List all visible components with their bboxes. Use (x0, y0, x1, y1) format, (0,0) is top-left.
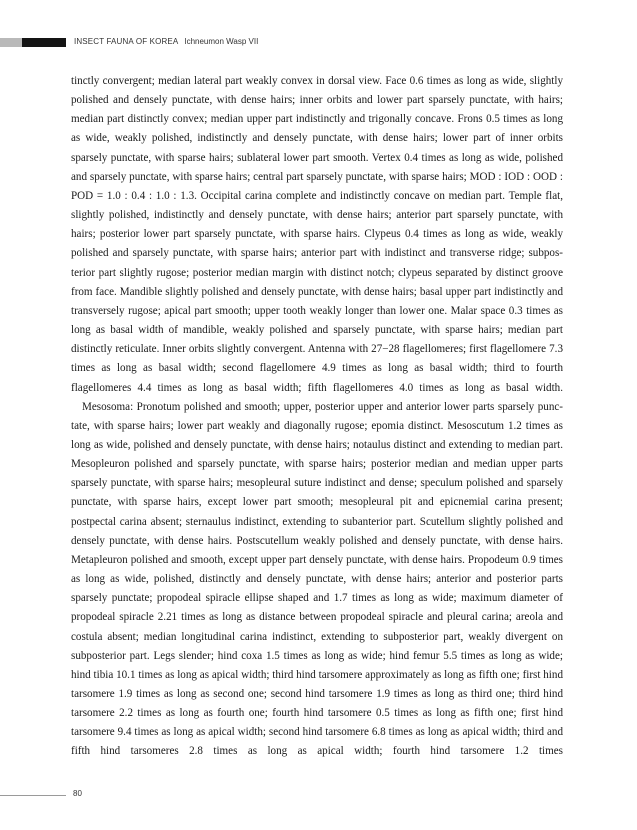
paragraph-mesosoma-description: Mesosoma: Pronotum polished and smooth; upper, posterior upper and anterior lower parts sparsely punctate, with sparse hairs; lower part weakly and diagonally rugose; epomia distinct. Mesoscutum 1.2 times as long as wide, polished and densely punctate, with dense hairs; notaulus distinct and extending to median part. Mesopleuron polished and sparsely punctate, with sparse hairs; posterior median and median upper parts sparsely punctate, with sparse hairs; mesopleural suture indistinct and dense; speculum polished and sparsely punctate, with sparse hairs, except lower part smooth; mesopleural pit and epicnemial carina present; postpectal carina absent; sternaulus indistinct, extending to subanterior part. Scutellum slightly polished and densely punctate, with dense hairs. Postscutellum weakly polished and densely punctate, with dense hairs. Metapleuron polished and smooth, except upper part densely punctate, with dense hairs. Propodeum 0.9 times as long as wide, polished, distinctly and densely punctate, with dense hairs; anterior and posterior parts sparsely punctate; propodeal spiracle ellipse shaped and 1.7 times as long as wide; maximum diameter of propodeal spiracle 2.21 times as long as distance between propodeal spiracle and pleural carina; areola and costula absent; median longitudinal carina indistinct, extending to subposterior part, weakly divergent on subposterior part. Legs slender; hind coxa 1.5 times as long as wide; hind femur 5.5 times as long as wide; hind tibia 10.1 times as long as apical width; third hind tarsomere approximately as long as fifth one; first hind tarsomere 1.9 times as long as second one; second hind tarsomere 1.9 times as long as third one; third hind tarsomere 2.2 times as long as fourth one; fourth hind tarsomere 0.5 times as long as fifth one; first hind tarsomere 9.4 times as long as apical width; second hind tarsomere 6.8 times as long as apical width; third and fifth hind tarsomeres 2.8 times as long as apical width; fourth hind tarsomere 1.2 times (71, 400, 563, 758)
header-black-bar (22, 38, 66, 47)
footer-rule (0, 795, 66, 796)
running-header (74, 37, 258, 46)
header-grey-bar (0, 38, 22, 47)
body-text (71, 72, 563, 762)
running-header-subtitle: Ichneumon Wasp VII (184, 37, 259, 46)
page-number: 80 (73, 789, 82, 798)
paragraph-head-description: tinctly convergent; median lateral part weakly convex in dorsal view. Face 0.6 times as long as wide, slightly polished and densely punctate, with dense hairs; inner orbits and lower part sparsely punctate, with hairs; median part distinctly convex; median upper part indistinctly and trigonally concave. Frons 0.5 times as long as wide, weakly polished, indistinctly and densely punctate, with dense hairs; lower part of inner orbits sparsely punctate, with sparse hairs; sublateral lower part smooth. Vertex 0.4 times as long as wide, polished and sparsely punctate, with sparse hairs; central part sparsely punctate, with sparse hairs; MOD : IOD : OOD : POD = 1.0 : 0.4 : 1.0 : 1.3. Occipital carina complete and indistinctly concave on median part. Temple flat, slightly polished, indistinctly and densely punctate, with dense hairs; anterior part sparsely punctate, with hairs; posterior lower part sparsely punctate, with sparse hairs. Clypeus 0.4 times as long as wide, weakly polished and sparsely punctate, with sparse hairs; anterior part with indistinct and transverse ridge; subposterior part slightly rugose; posterior median margin with distinct notch; clypeus separated by distinct groove from face. Mandible slightly polished and densely punctate, with dense hairs; basal upper part indistinctly and transversely rugose; apical part smooth; upper tooth weakly longer than lower one. Malar space 0.3 times as long as basal width of mandible, weakly polished and sparsely punctate, with sparse hairs; median part distinctly reticulate. Inner orbits slightly convergent. Antenna with 27−28 flagellomeres; first flagellomere 7.3 times as long as basal width; second flagellomere 4.9 times as long as basal width; third to fourth flagellomeres 4.4 times as long as basal width; fifth flagellomeres 4.0 times as long as basal width. (71, 75, 563, 394)
running-header-title: INSECT FAUNA OF KOREA (74, 37, 179, 46)
